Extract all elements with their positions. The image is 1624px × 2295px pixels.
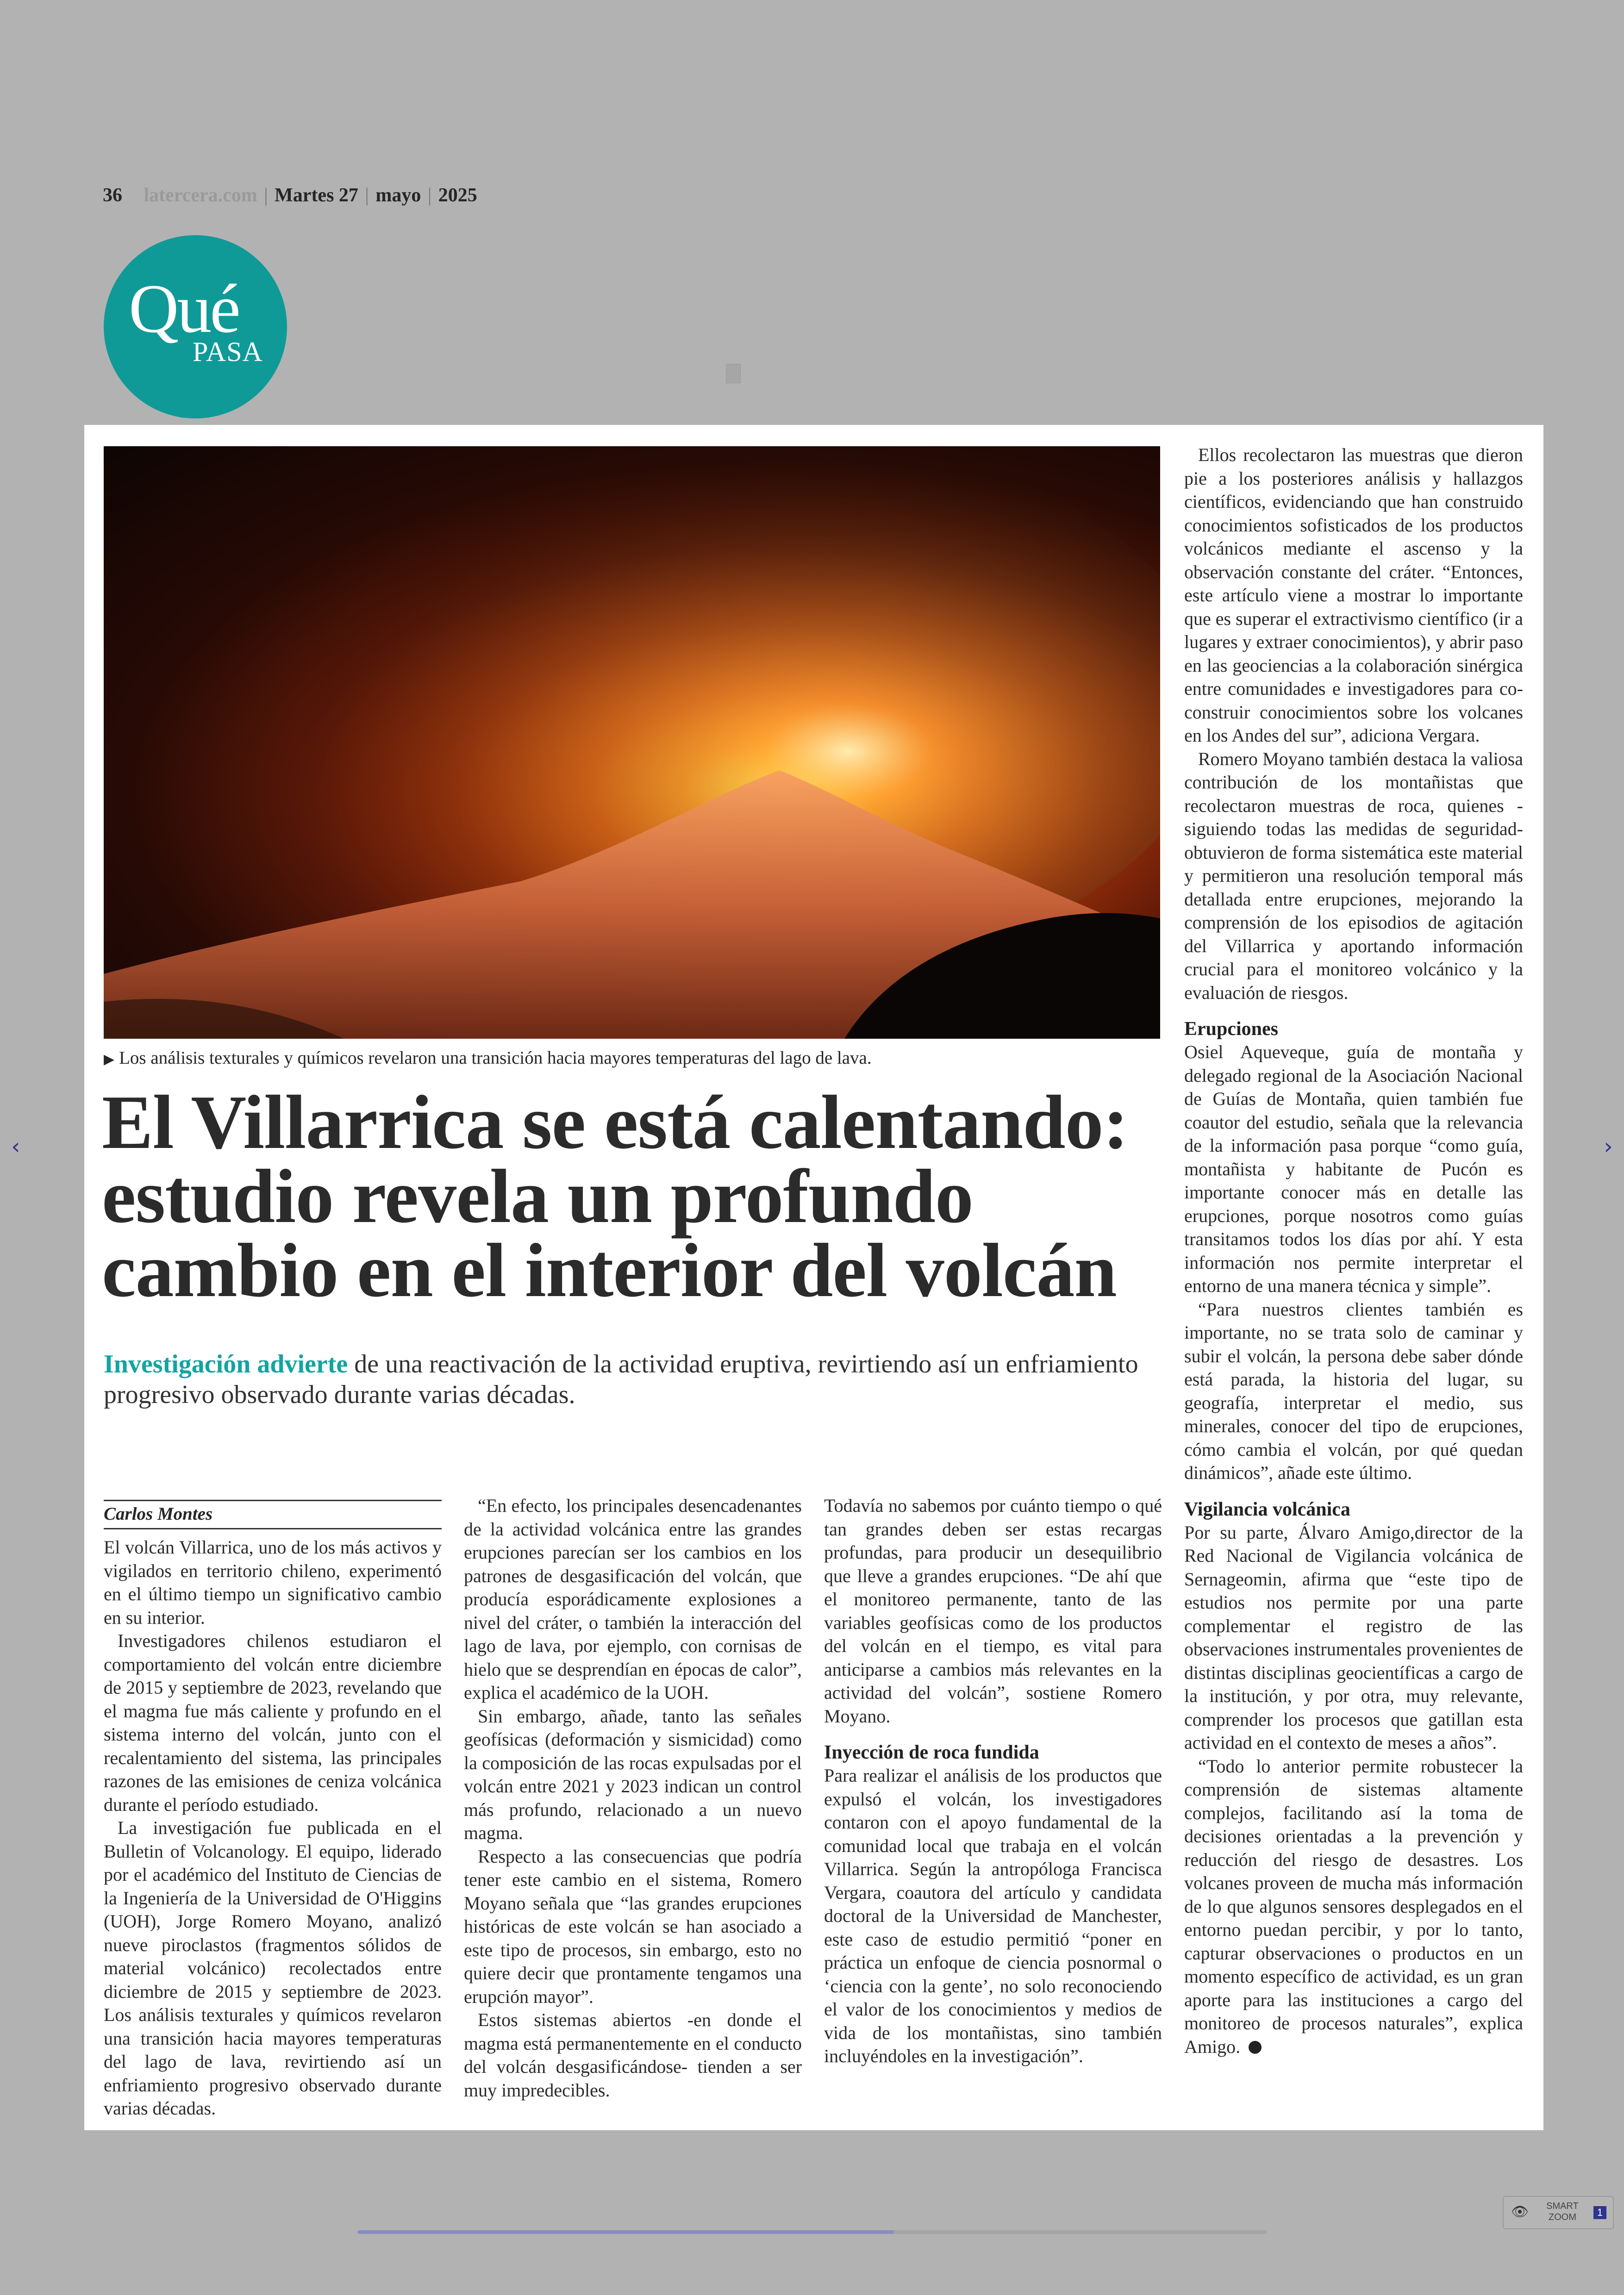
text-column-3 (824, 1494, 1162, 2068)
paragraph-text: “Todo lo anterior permite robustecer la comprensión de sistemas altamente complejos, facilitando así la toma de decisiones orientadas a la prevención y reducción del riesgo de desastres. Los volcanes proveen de mucha más información de lo que algunos sensores desplegados en el entorno puedan percibir, y por lo tanto, capturar observaciones o productos en un momento específico de actividad, es un gran aporte para las instituciones a cargo del monitoreo de procesos naturales”, explica Amigo. (1184, 1755, 1523, 2057)
paragraph: La investigación fue publicada en el Bulletin of Volcanology. El equipo, liderado por el académico del Instituto de Ciencias de la Ingeniería de la Universidad de O'Higgins (UOH), Jorge Romero Moyano, analizó nueve piroclastos (fragmentos sólidos de material volcánico) recolectados entre diciembre de 2015 y septiembre de 2023. Los análisis texturales y químicos revelaron una transición hacia mayores temperaturas del lago de lava, revirtiendo así un enfriamiento progresivo observado durante varias décadas. (104, 1817, 442, 2119)
paragraph: Ellos recolectaron las muestras que dieron pie a los posteriores análisis y hallazgos científicos, evidenciando que han construido conocimientos sofisticados de los productos volcánicos mediante el ascenso y la observación constante del cráter. “Entonces, este artículo viene a mostrar lo importante que es superar el extractivismo científico (ir a lugares y extraer conocimientos), y abrir paso en las geociencias a la colaboración sinérgica entre comunidades e investigadores para co-construir conocimientos sobre los volcanes en los Andes del sur”, adiciona Vergara. (1184, 444, 1523, 746)
date-month: mayo (375, 185, 421, 206)
volcano-photo (104, 446, 1160, 1039)
byline: Carlos Montes (104, 1500, 442, 1529)
article-page (84, 425, 1543, 2130)
paragraph: Todavía no sabemos por cuánto tiempo o qué tan grandes deben ser estas recargas profundas, para producir un desequilibrio que lleve a grandes erupciones. “De ahí que el monitoreo permanente, tanto de las variables geofísicas como de los productos del volcán en el tiempo, es vital para anticiparse a cambios más relevantes en la actividad del volcán”, sostiene Romero Moyano. (824, 1495, 1162, 1727)
deck-highlight: Investigación advierte (104, 1350, 348, 1378)
paragraph: Estos sistemas abiertos -en donde el magma está permanentemente en el conducto del volcán desgasificándose- tienden a ser muy impredecibles. (464, 2009, 802, 2101)
photo-caption (104, 1047, 1160, 1071)
page-scrollbar-thumb[interactable] (357, 2230, 894, 2234)
chevron-right-icon[interactable]: › (1604, 1134, 1613, 1160)
page-marker-icon (726, 364, 741, 383)
separator: | (365, 185, 369, 206)
paragraph: El volcán Villarrica, uno de los más activos y vigilados en territorio chileno, experimentó en el último tiempo un significativo cambio en su interior. (104, 1537, 442, 1628)
smart-zoom-button[interactable] (1503, 2196, 1614, 2229)
paragraph: Respecto a las consecuencias que podría tener este cambio en el sistema, Romero Moyano señala que “las grandes erupciones históricas de este volcán se han asociado a este tipo de procesos, sin embargo, esto no quiere decir que prontamente tengamos una erupción mayor”. (464, 1846, 802, 2007)
paragraph: Sin embargo, añade, tanto las señales geofísicas (deformación y sismicidad) como la composición de las rocas expulsadas por el volcán entre 2021 y 2023 indican un control más profundo, relacionado a un nuevo magma. (464, 1705, 802, 1843)
paragraph: “Para nuestros clientes también es importante, no se trata solo de caminar y subir el volcán, la persona debe saber dónde está parada, la historia del lugar, su geografía, interpretar el medio, sus minerales, conocer del tipo de erupciones, cómo cambia el volcán, por qué quedan dinámicos”, añade este último. (1184, 1298, 1523, 1483)
que-pasa-logo (104, 235, 287, 418)
paragraph (1184, 1755, 1523, 2059)
logo-pasa: PASA (193, 337, 263, 367)
paragraph: Por su parte, Álvaro Amigo,director de la Red Nacional de Vigilancia volcánica de Sernageomin, afirma que “este tipo de estudios nos permite por una parte complementar el registro de las observaciones instrumentales provenientes de distintas disciplinas geocientíficas a cargo de la institución, y por otra, muy relevante, comprender los procesos que gatillan esta actividad en el contexto de meses a años”. (1184, 1522, 1523, 1753)
subheading-erupciones: Erupciones (1184, 1018, 1279, 1040)
smart-zoom-label: SMART ZOOM (1546, 2201, 1579, 2222)
deck-text: de una reactivación de la actividad eruptiva, revirtiendo así un enfriamiento progresivo observado durante varias décadas. (104, 1350, 1138, 1409)
site-name: latercera.com (144, 185, 257, 206)
separator: | (427, 185, 432, 206)
headline: El Villarrica se está calentando: estudio revela un profundo cambio en el interior del volcán (102, 1079, 1128, 1313)
subheading-vigilancia: Vigilancia volcánica (1184, 1498, 1350, 1520)
smart-zoom-badge: 1 (1593, 2206, 1606, 2219)
volcano-illustration (104, 446, 1160, 1039)
text-column-2 (464, 1494, 802, 2102)
paragraph: Romero Moyano también destaca la valiosa contribución de los montañistas que recolectaron muestras de roca, quienes -siguiendo todas las medidas de seguridad- obtuvieron de forma sistemática este material y permitieron una resolución temporal más detallada entre erupciones, mejorando la comprensión de los episodios de agitación del Villarrica y aportando información crucial para el monitoreo volcánico y la evaluación de riesgos. (1184, 748, 1523, 1003)
deck (104, 1349, 1160, 1410)
text-column-4 (1184, 443, 1523, 2058)
end-mark-icon (1249, 2041, 1262, 2054)
subheading-roca: Inyección de roca fundida (824, 1742, 1039, 1763)
chevron-left-icon[interactable]: ‹ (11, 1134, 20, 1160)
paragraph: “En efecto, los principales desencadenantes de la actividad volcánica entre las grandes erupciones parecían ser los cambios en los patrones de desgasificación del volcán, que producía esporádicamente explosiones a nivel del cráter, o también la interacción del lago de lava, por ejemplo, con cornisas de hielo que se desprendían en épocas de calor”, explica el académico de la UOH. (464, 1495, 802, 1703)
page-number: 36 (103, 185, 122, 206)
logo-que: Qué (129, 270, 239, 347)
paragraph: Investigadores chilenos estudiaron el comportamiento del volcán entre diciembre de 2015 y septiembre de 2023, revelando que el magma fue más caliente y profundo en el sistema interno del volcán, junto con el recalentamiento del sistema, las principales razones de las emisiones de ceniza volcánica durante el período estudiado. (104, 1630, 442, 1815)
page-header (103, 184, 477, 206)
paragraph: Osiel Aqueveque, guía de montaña y delegado regional de la Asociación Nacional de Guías de Montaña, quien también fue coautor del estudio, señala que la relevancia de la información pasa porque “como guía, montañista y habitante de Pucón es importante conocer más en detalle las erupciones, porque nosotros como guías transitamos todos los días por ahí. Y esta información nos permite interpretar el entorno de una manera técnica y simple”. (1184, 1041, 1523, 1296)
caption-text: Los análisis texturales y químicos revelaron una transición hacia mayores temperaturas del lago de lava. (119, 1048, 872, 1068)
text-column-1 (104, 1536, 442, 2120)
date-year: 2025 (438, 185, 477, 206)
triangle-right-icon: ▶ (104, 1051, 115, 1067)
paragraph: Para realizar el análisis de los productos que expulsó el volcán, los investigadores contaron con el apoyo fundamental de la comunidad local que trabaja en el volcán Villarrica. Según la antropóloga Francisca Vergara, coautora del artículo y candidata doctoral de la Universidad de Manchester, este caso de estudio permitió “poner en práctica un enfoque de ciencia posnormal o ‘ciencia con la gente’, no solo reconociendo el valor de los conocimientos y medios de vida de los montañistas, sino también incluyéndoles en la investigación”. (824, 1765, 1162, 2066)
eye-icon: 👁 (1511, 2204, 1529, 2220)
date-day: Martes 27 (275, 185, 358, 206)
separator: | (264, 185, 268, 206)
